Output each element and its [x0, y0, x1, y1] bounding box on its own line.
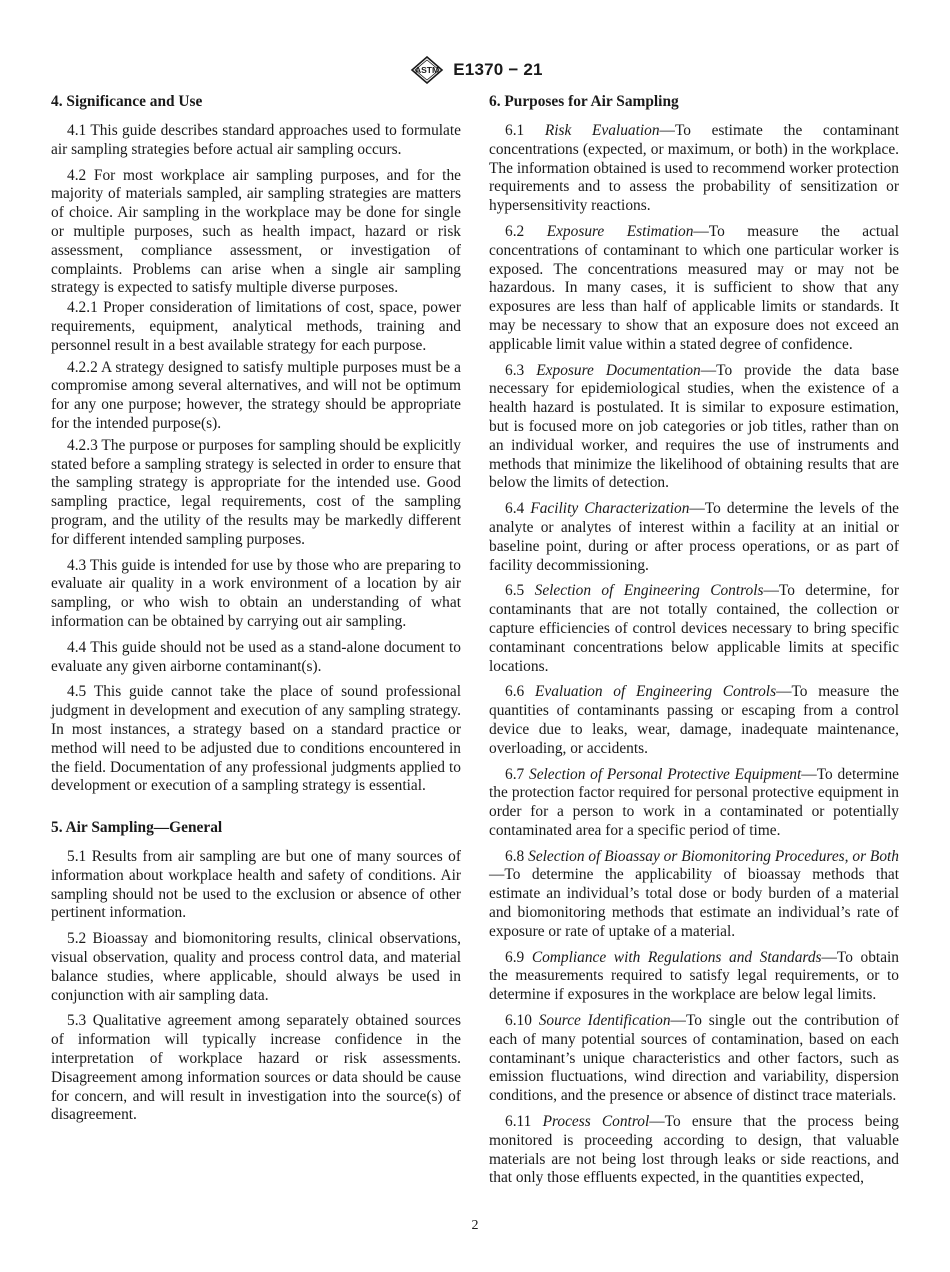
section-6-title: 6. Purposes for Air Sampling — [489, 93, 679, 110]
page-header — [0, 56, 950, 84]
section-5-title: 5. Air Sampling—General — [51, 819, 223, 837]
paragraph-6-3: 6.3 Exposure Documentation—To provide the data base necessary for epidemiological studies, when the existence of a health hazard is postulated. It is similar to exposure estimation, but is focused more on job categories or job titles, rather than on an individual worker, and requires the use of instruments and methods that minimize the likelihood of obtaining results that are below the limits of detection. — [489, 361, 899, 492]
section-4-title: 4. Significance and Use — [51, 93, 203, 110]
paragraph-5-1: 5.1 Results from air sampling are but one of many sources of information about workplace health and safety of conditions. Air sampling should not be used to the exclusion or absence of other pertinent information. — [51, 848, 461, 922]
paragraph-6-7: 6.7 Selection of Personal Protective Equipment—To determine the protection factor required for personal protective equipment in order for a person to work in a contaminated or potentially contaminated area for a specific period of time. — [489, 765, 899, 839]
paragraph-4-2: 4.2 For most workplace air sampling purposes, and for the majority of materials sampled, air sampling strategies are matters of choice. Air sampling in the workplace may be done for single or multiple purposes, such as health impact, hazard or risk assessment, compliance assessment, or investigation of complaints. Problems can arise when a single air sampling strategy is expected to satisfy multiple diverse purposes. — [51, 166, 461, 297]
paragraph-4-5: 4.5 This guide cannot take the place of sound professional judgment in development and execution of any sampling strategy. In most instances, a strategy based on a standard practice or method will need to be adjusted due to conditions encountered in the field. Documentation of any professional judgments applied to development or execution of a sampling strategy is essential. — [51, 683, 461, 795]
paragraph-6-6: 6.6 Evaluation of Engineering Controls—To measure the quantities of contaminants passing or escaping from a control device due to leaks, wear, damage, inadequate maintenance, overloading, or accidents. — [489, 683, 899, 757]
paragraph-4-4: 4.4 This guide should not be used as a stand-alone document to evaluate any given airborne contaminant(s). — [51, 638, 461, 675]
paragraph-5-2: 5.2 Bioassay and biomonitoring results, clinical observations, visual observation, quality and process control data, and material balance studies, where applicable, should always be used in conjunction with air sampling data. — [51, 930, 461, 1004]
paragraph-6-10: 6.10 Source Identification—To single out the contribution of each of many potential sources of contamination, based on each contaminant’s unique characteristics and other factors, such as emission fluctuations, wind direction and variability, dispersion conditions, and the presence or absence of distinct trace materials. — [489, 1012, 900, 1105]
paragraph-6-5: 6.5 Selection of Engineering Controls—To determine, for contaminants that are not totally contained, the collection or capture efficiencies of control devices necessary to bring specific contaminant concentrations below applicable limits at specific locations. — [489, 582, 899, 675]
paragraph-4-2-2: 4.2.2 A strategy designed to satisfy multiple purposes must be a compromise among several alternatives, and will not be optimum for any one purpose; however, the strategy should be appropriate for the intended purpose(s). — [51, 358, 461, 432]
right-column — [489, 92, 899, 1195]
paragraph-6-8: 6.8 Selection of Bioassay or Biomonitoring Procedures, or Both—To determine the applicability of bioassay methods that estimate an individual’s total dose or body burden of a material and biomonitoring methods that estimate an individual’s rate of exposure or rate of uptake of a material. — [489, 847, 899, 940]
paragraph-4-1: 4.1 This guide describes standard approaches used to formulate air sampling strategies before actual air sampling occurs. — [51, 122, 461, 158]
astm-logo-text: ASTM — [415, 65, 440, 75]
left-column — [51, 92, 461, 1132]
paragraph-4-2-1: 4.2.1 Proper consideration of limitations of cost, space, power requirements, equipment, analytical methods, training and personnel result in a best available strategy for each purpose. — [51, 299, 461, 354]
paragraph-6-2: 6.2 Exposure Estimation—To measure the actual concentrations of contaminant to which one particular worker is exposed. The concentrations measured may or may not be hazardous. In many cases, it is sufficient to show that any exposures are less than half of applicable limits or standards. It may be necessary to show that an exposure does not exceed an applicable limit value within a stated degree of confidence. — [489, 222, 899, 353]
page-number: 2 — [471, 1218, 479, 1233]
paragraph-6-1: 6.1 Risk Evaluation—To estimate the contaminant concentrations (expected, or maximum, or both) in the workplace. The information obtained is used to recommend worker protection requirements and to assess the probability of sensitization or hypersensitivity reactions. — [489, 122, 899, 215]
paragraph-6-11: 6.11 Process Control—To ensure that the process being monitored is proceeding according to design, that valuable materials are not being lost through leaks or side reactions, and that only those effluents expected, in the quantities expected, — [489, 1113, 899, 1187]
document-id: E1370 − 21 — [453, 60, 543, 79]
astm-logo-icon — [407, 56, 447, 84]
paragraph-5-3: 5.3 Qualitative agreement among separately obtained sources of information will typically increase confidence in the interpretation of workplace hazard or risk assessments. Disagreement among information sources or data should be cause for concern, and will result in investigation into the source(s) of disagreement. — [51, 1012, 461, 1124]
paragraph-6-4: 6.4 Facility Characterization—To determine the levels of the analyte or analytes of interest within a facility at an initial or baseline point, during or after process operations, or as part of facility decommissioning. — [489, 500, 899, 574]
paragraph-4-2-3: 4.2.3 The purpose or purposes for sampling should be explicitly stated before a sampling strategy is selected in order to ensure that the sampling strategy is appropriate for the intended use. Good sampling practice, legal requirements, cost of the sampling program, and the utility of the results may be markedly different for different intended sampling purposes. — [51, 436, 461, 548]
paragraph-6-9: 6.9 Compliance with Regulations and Standards—To obtain the measurements required to satisfy legal requirements, or to determine if exposures in the workplace are below legal limits. — [489, 948, 899, 1004]
paragraph-4-3: 4.3 This guide is intended for use by those who are preparing to evaluate air quality in a work environment of a location by air sampling, or who wish to obtain an understanding of what information can be obtained by carrying out air sampling. — [51, 556, 461, 630]
